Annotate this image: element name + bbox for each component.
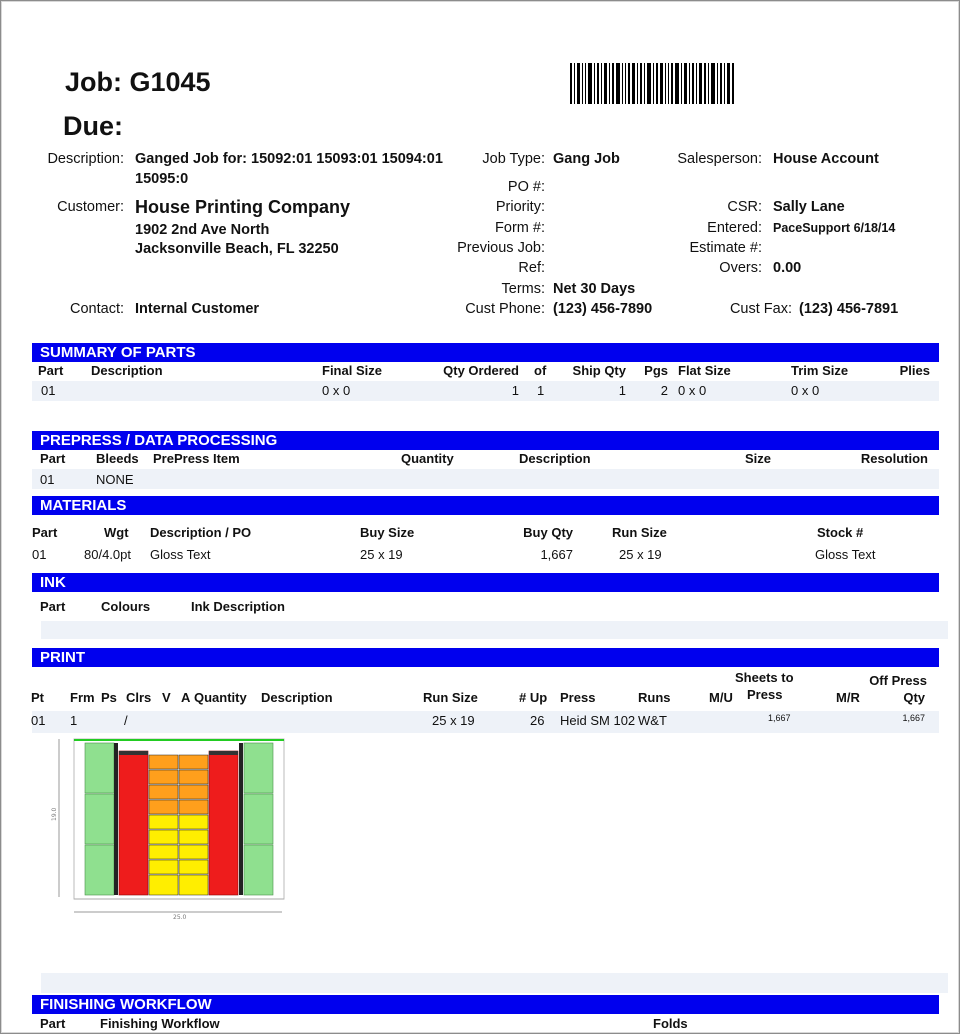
materials-cell-run-size: 25 x 19 <box>619 547 662 562</box>
materials-header-description-po: Description / PO <box>150 525 252 540</box>
print-header-qty: Qty <box>903 690 925 705</box>
print-header-quantity: Quantity <box>194 690 247 705</box>
print-header-press2: Press <box>747 687 783 702</box>
print-header-run-size: Run Size <box>423 690 478 705</box>
summary-cell-part: 01 <box>41 383 56 398</box>
priority-label: Priority: <box>495 199 545 215</box>
summary-header-ship-qty: Ship Qty <box>572 363 626 378</box>
summary-header-plies: Plies <box>899 363 930 378</box>
svg-text:19.0: 19.0 <box>51 807 58 821</box>
ink-header-ink-description: Ink Description <box>191 599 285 614</box>
address-line2: Jacksonville Beach, FL 32250 <box>135 241 339 257</box>
due-label: Due: <box>63 111 123 141</box>
summary-cell-qty-ordered: 1 <box>511 383 519 398</box>
materials-cell-wgt: 80/4.0pt <box>84 547 131 562</box>
form-label: Form #: <box>495 220 545 236</box>
summary-header-final-size: Final Size <box>322 363 382 378</box>
prepress-row-band <box>32 469 939 489</box>
prepress-cell-part: 01 <box>40 472 55 487</box>
prepress-header-quantity: Quantity <box>401 451 454 466</box>
summary-cell-final-size: 0 x 0 <box>322 383 351 398</box>
description-line1: Ganged Job for: 15092:01 15093:01 15094:01 <box>135 151 443 167</box>
print-cell-up: 26 <box>530 713 545 728</box>
summary-header-trim-size: Trim Size <box>791 363 849 378</box>
customer-name: House Printing Company <box>135 197 351 217</box>
print-header-sheets-to: Sheets to <box>735 670 794 685</box>
prepress-header-prepress-item: PrePress Item <box>153 451 240 466</box>
materials-cell-stock: Gloss Text <box>815 547 876 562</box>
print-cell-runs: W&T <box>638 713 667 728</box>
summary-header-pgs: Pgs <box>644 363 668 378</box>
finishing-header-part: Part <box>40 1016 66 1031</box>
print-cell-clrs: / <box>124 713 128 728</box>
materials-header-stock: Stock # <box>817 525 864 540</box>
finishing-header-folds: Folds <box>653 1016 688 1031</box>
prepress-header-part: Part <box>40 451 66 466</box>
materials-header-run-size: Run Size <box>612 525 667 540</box>
salesperson-label: Salesperson: <box>677 151 762 167</box>
print-cell-frm: 1 <box>70 713 78 728</box>
entered-value: PaceSupport 6/18/14 <box>773 221 896 235</box>
customer-label: Customer: <box>57 199 124 215</box>
cust-fax-label: Cust Fax: <box>729 301 792 317</box>
cust-phone-value: (123) 456-7890 <box>553 301 653 317</box>
print-header-clrs: Clrs <box>126 690 152 705</box>
materials-section-header: MATERIALS <box>32 496 939 515</box>
summary-section-header: SUMMARY OF PARTS <box>32 343 939 362</box>
print-header-up: # Up <box>519 690 548 705</box>
summary-cell-pgs: 2 <box>660 383 668 398</box>
prepress-header-resolution: Resolution <box>860 451 928 466</box>
svg-text:25.0: 25.0 <box>173 914 187 921</box>
ref-label: Ref: <box>518 260 545 276</box>
print-footer-band <box>41 973 948 993</box>
description-line2: 15095:0 <box>135 171 189 187</box>
summary-cell-trim-size: 0 x 0 <box>791 383 820 398</box>
prepress-cell-bleeds: NONE <box>96 472 134 487</box>
materials-header-buy-qty: Buy Qty <box>523 525 573 540</box>
materials-header-buy-size: Buy Size <box>360 525 415 540</box>
contact-value: Internal Customer <box>135 301 260 317</box>
print-header-v: V <box>162 690 171 705</box>
materials-cell-part: 01 <box>32 547 47 562</box>
print-header-pt: Pt <box>31 690 44 705</box>
finishing-header-workflow: Finishing Workflow <box>100 1016 220 1031</box>
print-header-press: Press <box>560 690 596 705</box>
summary-cell-flat-size: 0 x 0 <box>678 383 707 398</box>
finishing-section-header: FINISHING WORKFLOW <box>32 995 939 1014</box>
print-cell-pt: 01 <box>31 713 46 728</box>
materials-cell-description: Gloss Text <box>150 547 211 562</box>
print-header-mr: M/R <box>836 690 860 705</box>
materials-cell-buy-qty: 1,667 <box>540 547 573 562</box>
description-label: Description: <box>47 151 124 167</box>
csr-value: Sally Lane <box>773 199 845 215</box>
previous-job-label: Previous Job: <box>457 240 545 256</box>
summary-cell-of: 1 <box>537 383 545 398</box>
prepress-header-size: Size <box>745 451 772 466</box>
print-header-mu: M/U <box>709 690 733 705</box>
print-header-a: A <box>181 690 191 705</box>
print-row-band <box>32 711 939 733</box>
terms-value: Net 30 Days <box>553 281 636 297</box>
summary-cell-ship-qty: 1 <box>618 383 626 398</box>
print-header-ps: Ps <box>101 690 117 705</box>
summary-header-qty-ordered: Qty Ordered <box>443 363 519 378</box>
terms-label: Terms: <box>501 281 545 297</box>
print-cell-press: Heid SM 102 <box>560 713 636 728</box>
prepress-section-header: PREPRESS / DATA PROCESSING <box>32 431 939 450</box>
salesperson-value: House Account <box>773 151 879 167</box>
po-label: PO #: <box>507 179 545 195</box>
barcode-image <box>570 63 798 104</box>
ink-section-header: INK <box>32 573 939 592</box>
ink-header-part: Part <box>40 599 66 614</box>
materials-cell-buy-size: 25 x 19 <box>360 547 403 562</box>
contact-label: Contact: <box>70 301 124 317</box>
ink-header-colours: Colours <box>101 599 151 614</box>
cust-phone-label: Cust Phone: <box>465 301 545 317</box>
csr-label: CSR: <box>727 199 762 215</box>
print-header-description: Description <box>261 690 333 705</box>
job-number: Job: G1045 <box>65 67 211 97</box>
ink-row-band <box>41 621 948 639</box>
summary-header-description: Description <box>91 363 163 378</box>
cust-fax-value: (123) 456-7891 <box>799 301 899 317</box>
materials-header-part: Part <box>32 525 58 540</box>
overs-value: 0.00 <box>773 260 802 276</box>
materials-header-wgt: Wgt <box>104 525 129 540</box>
overs-label: Overs: <box>719 260 762 276</box>
print-header-off-press: Off Press <box>869 673 927 688</box>
press-sheet-layout-diagram <box>49 737 289 921</box>
entered-label: Entered: <box>707 220 762 236</box>
print-cell-off-press-qty: 1,667 <box>902 713 925 723</box>
estimate-label: Estimate #: <box>689 240 762 256</box>
prepress-header-bleeds: Bleeds <box>96 451 139 466</box>
summary-header-flat-size: Flat Size <box>678 363 731 378</box>
print-header-frm: Frm <box>70 690 95 705</box>
summary-header-of: of <box>534 363 547 378</box>
print-header-runs: Runs <box>638 690 671 705</box>
job-type-value: Gang Job <box>553 151 620 167</box>
job-type-label: Job Type: <box>482 151 545 167</box>
prepress-header-description: Description <box>519 451 591 466</box>
print-cell-sheets-to-press: 1,667 <box>768 713 791 723</box>
print-cell-run-size: 25 x 19 <box>432 713 475 728</box>
address-line1: 1902 2nd Ave North <box>135 222 270 238</box>
print-section-header: PRINT <box>32 648 939 667</box>
summary-header-part: Part <box>38 363 64 378</box>
